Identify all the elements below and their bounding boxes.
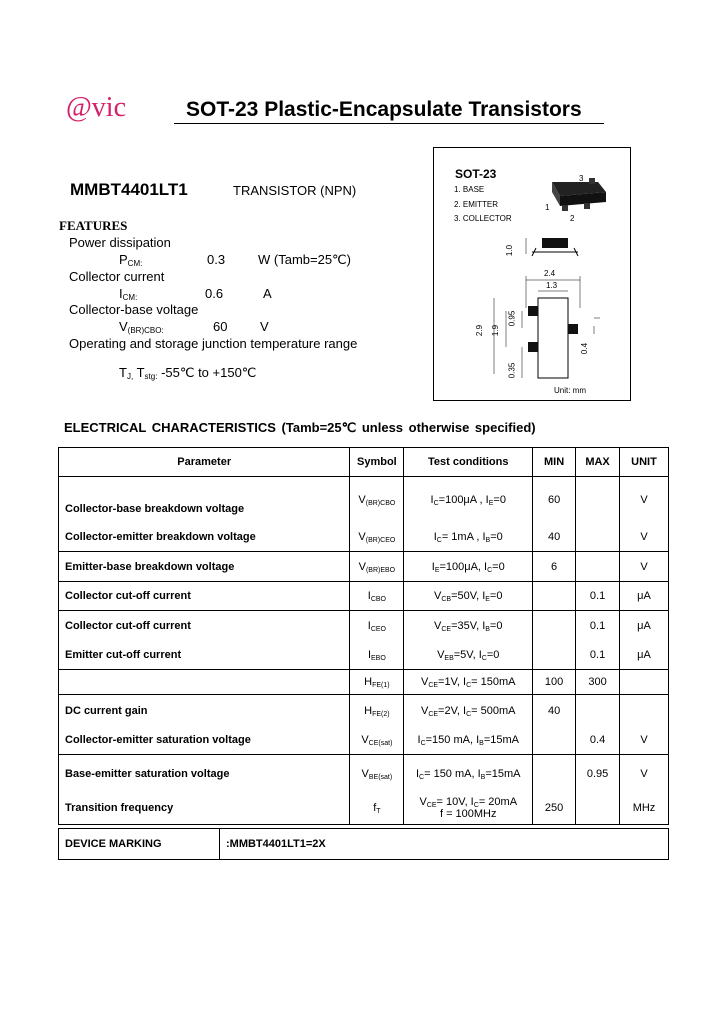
max-cell: 0.95 — [576, 755, 620, 793]
unit-cell — [620, 695, 669, 727]
min-cell: 6 — [533, 552, 576, 582]
param-cell: Collector cut-off current — [59, 611, 350, 641]
features-heading: FEATURES — [59, 218, 128, 233]
symbol-cell: HFE(2) — [350, 695, 404, 727]
dim-2-4: 2.4 — [544, 269, 556, 278]
symbol-cell: V(BR)CBO — [350, 477, 404, 523]
condition-cell: VCE=1V, IC= 150mA — [404, 670, 533, 695]
min-cell: 100 — [533, 670, 576, 695]
condition-cell: IC=150 mA, IB=15mA — [404, 727, 533, 755]
max-cell: 0.1 — [576, 611, 620, 641]
power-label: Power dissipation — [69, 235, 171, 250]
col-min: MIN — [533, 448, 576, 477]
param-cell: Collector-base breakdown voltage — [59, 477, 350, 523]
min-cell: 250 — [533, 793, 576, 825]
dim-2-9: 2.9 — [475, 324, 485, 337]
part-type: TRANSISTOR (NPN) — [233, 183, 357, 198]
symbol-cell: V(BR)EBO — [350, 552, 404, 582]
param-cell: Collector-emitter breakdown voltage — [59, 523, 350, 552]
symbol-cell: fT — [350, 793, 404, 825]
temp-range: TJ, Tstg: -55℃ to +150℃ — [119, 365, 257, 381]
ec-table — [58, 447, 669, 825]
icm-symbol: ICM: — [119, 286, 138, 302]
unit-cell: V — [620, 523, 669, 552]
pin-1-number: 1 — [545, 203, 550, 212]
title-underline — [174, 123, 604, 124]
symbol-cell: ICBO — [350, 582, 404, 611]
param-cell: Collector cut-off current — [59, 582, 350, 611]
dim-1-0: 1.0 — [505, 244, 515, 257]
icm-value: 0.6 — [205, 286, 224, 301]
unit-cell: μA — [620, 641, 669, 670]
unit-cell: V — [620, 477, 669, 523]
pin-1-label: 1. BASE — [454, 185, 485, 194]
max-cell: 300 — [576, 670, 620, 695]
device-marking-table — [58, 828, 669, 860]
device-marking-value: :MMBT4401LT1=2X — [220, 829, 669, 860]
ec-header-row — [59, 448, 669, 477]
package-drawing — [434, 148, 630, 400]
unit-cell — [620, 670, 669, 695]
package-name: SOT-23 — [455, 167, 497, 181]
dim-1-3: 1.3 — [546, 281, 558, 290]
min-cell: 40 — [533, 695, 576, 727]
ec-row — [59, 670, 669, 695]
condition-cell: IC= 150 mA, IB=15mA — [404, 755, 533, 793]
condition-cell: VCE=35V, IB=0 — [404, 611, 533, 641]
col-symbol: Symbol — [350, 448, 404, 477]
ec-row — [59, 477, 669, 523]
min-cell — [533, 727, 576, 755]
min-cell — [533, 641, 576, 670]
param-cell: Emitter-base breakdown voltage — [59, 552, 350, 582]
vcbo-symbol: V(BR)CBO: — [119, 319, 164, 335]
vcbo-unit: V — [260, 319, 269, 334]
condition-cell: VEB=5V, IC=0 — [404, 641, 533, 670]
pin-3-label: 3. COLLECTOR — [454, 214, 512, 223]
col-parameter: Parameter — [59, 448, 350, 477]
col-test-conditions: Test conditions — [404, 448, 533, 477]
unit-cell: MHz — [620, 793, 669, 825]
unit-cell: V — [620, 552, 669, 582]
condition-cell: VCB=50V, IE=0 — [404, 582, 533, 611]
symbol-cell: IEBO — [350, 641, 404, 670]
dim-0-35: 0.35 — [507, 362, 517, 379]
voltage-label: Collector-base voltage — [69, 302, 199, 317]
company-logo: @vic — [66, 92, 126, 123]
ec-row — [59, 695, 669, 727]
param-cell: Emitter cut-off current — [59, 641, 350, 670]
symbol-cell: ICEO — [350, 611, 404, 641]
param-cell: DC current gain — [59, 695, 350, 727]
pcm-symbol: PCM: — [119, 252, 143, 268]
condition-cell: VCE= 10V, IC= 20mA f = 100MHz — [404, 793, 533, 825]
max-cell — [576, 793, 620, 825]
dim-0-4: 0.4 — [580, 342, 590, 355]
min-cell — [533, 582, 576, 611]
dim-1-9: 1.9 — [491, 324, 501, 337]
max-cell: 0.1 — [576, 582, 620, 611]
ec-row — [59, 611, 669, 641]
ec-row — [59, 727, 669, 755]
col-max: MAX — [576, 448, 620, 477]
ec-row — [59, 755, 669, 793]
symbol-cell: V(BR)CEO — [350, 523, 404, 552]
condition-cell: IC=100μA , IE=0 — [404, 477, 533, 523]
page-title: SOT-23 Plastic-Encapsulate Transistors — [186, 98, 582, 121]
max-cell: 0.4 — [576, 727, 620, 755]
condition-cell: VCE=2V, IC= 500mA — [404, 695, 533, 727]
max-cell — [576, 523, 620, 552]
dim-0-95: 0.95 — [507, 310, 517, 327]
min-cell: 60 — [533, 477, 576, 523]
ec-row — [59, 793, 669, 825]
min-cell — [533, 755, 576, 793]
max-cell — [576, 552, 620, 582]
pin-3-number: 3 — [579, 174, 584, 183]
max-cell — [576, 477, 620, 523]
icm-unit: A — [263, 286, 272, 301]
condition-cell: IC= 1mA , IB=0 — [404, 523, 533, 552]
ec-row — [59, 552, 669, 582]
param-cell: Transition frequency — [59, 793, 350, 825]
device-marking-label: DEVICE MARKING — [59, 829, 220, 860]
current-label: Collector current — [69, 269, 165, 284]
temp-label: Operating and storage junction temperature range — [69, 336, 358, 351]
symbol-cell: VCE(sat) — [350, 727, 404, 755]
max-cell — [576, 695, 620, 727]
unit-label: Unit: mm — [554, 386, 586, 395]
param-cell: Base-emitter saturation voltage — [59, 755, 350, 793]
param-cell: Collector-emitter saturation voltage — [59, 727, 350, 755]
pin-2-number: 2 — [570, 214, 575, 223]
pcm-unit: W (Tamb=25℃) — [258, 252, 351, 267]
unit-cell: V — [620, 727, 669, 755]
pcm-value: 0.3 — [207, 252, 226, 267]
vcbo-value: 60 — [213, 319, 228, 334]
condition-cell: IE=100μA, IC=0 — [404, 552, 533, 582]
param-cell — [59, 670, 350, 695]
ec-title: ELECTRICAL CHARACTERISTICS (Tamb=25℃ unless otherwise specified) — [64, 420, 536, 435]
ec-row — [59, 641, 669, 670]
unit-cell: μA — [620, 582, 669, 611]
ec-row — [59, 582, 669, 611]
part-number: MMBT4401LT1 — [70, 180, 188, 199]
symbol-cell: VBE(sat) — [350, 755, 404, 793]
pin-2-label: 2. EMITTER — [454, 200, 499, 209]
unit-cell: μA — [620, 611, 669, 641]
col-unit: UNIT — [620, 448, 669, 477]
symbol-cell: HFE(1) — [350, 670, 404, 695]
max-cell: 0.1 — [576, 641, 620, 670]
unit-cell: V — [620, 755, 669, 793]
min-cell — [533, 611, 576, 641]
min-cell: 40 — [533, 523, 576, 552]
package-diagram — [433, 147, 631, 401]
ec-row — [59, 523, 669, 552]
